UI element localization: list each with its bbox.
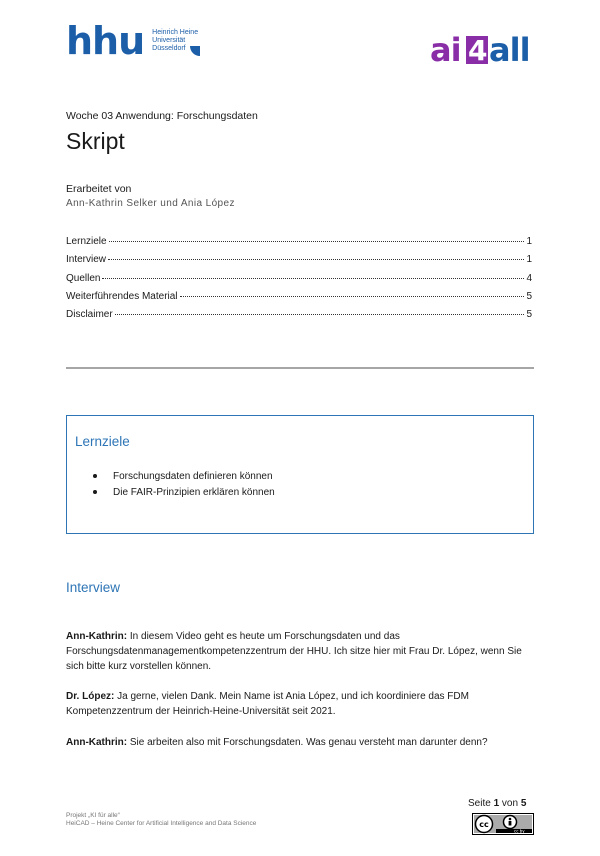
cc-by-license-icon xyxy=(472,813,534,835)
page-total: 5 xyxy=(520,798,527,809)
svg-text:4: 4 xyxy=(468,34,488,67)
speaker-text: Ja gerne, vielen Dank. Mein Name ist Ania López, und ich koordiniere das FDM Kompetenzzentrum der Heinrich-Heine-Universität seit 2021. xyxy=(66,691,469,717)
bullet-icon xyxy=(93,490,97,494)
page-number xyxy=(468,798,526,809)
hhu-name-line: Universität xyxy=(152,37,186,44)
toc-label: Lernziele xyxy=(66,236,107,247)
toc-entry-interview[interactable] xyxy=(66,254,532,272)
toc-page: 1 xyxy=(526,236,532,247)
toc-label: Quellen xyxy=(66,272,101,284)
toc-leader xyxy=(109,241,525,242)
speaker-name: Dr. López: xyxy=(66,691,115,702)
toc-label: Weiterführendes Material xyxy=(66,290,178,302)
list-item xyxy=(93,484,275,500)
toc-entry-quellen[interactable] xyxy=(66,273,532,291)
course-subtitle: Woche 03 Anwendung: Forschungsdaten xyxy=(66,110,258,122)
toc-leader xyxy=(180,296,525,297)
hhu-name-line: Düsseldorf xyxy=(152,45,186,52)
toc-page: 5 xyxy=(526,309,532,321)
author-names: Ann-Kathrin Selker und Ania López xyxy=(66,198,235,209)
toc-page: 5 xyxy=(526,290,532,302)
hhu-logo xyxy=(66,19,199,63)
interview-paragraph xyxy=(66,689,536,719)
interview-heading: Interview xyxy=(66,580,121,595)
footer-credits xyxy=(66,812,256,828)
learning-goal-text: Forschungsdaten definieren können xyxy=(113,470,273,482)
toc-label: Interview xyxy=(66,254,107,266)
list-item xyxy=(93,468,275,484)
hhu-wordmark: hhu xyxy=(66,19,145,63)
toc-leader xyxy=(108,259,524,260)
footer-institute: HeiCAD – Heine Center for Artificial Intelligence and Data Science xyxy=(66,820,257,827)
author-heading: Erarbeitet von xyxy=(66,183,132,195)
page-title: Skript xyxy=(66,128,125,154)
toc-leader xyxy=(115,314,525,315)
interview-paragraph xyxy=(66,629,536,674)
page-prefix: Seite xyxy=(468,798,494,809)
toc-page: 4 xyxy=(526,272,532,284)
svg-text:all: all xyxy=(489,31,530,69)
toc-entry-lernziele[interactable] xyxy=(66,236,532,254)
learning-goals-title: Lernziele xyxy=(75,434,130,449)
bullet-icon xyxy=(93,474,97,478)
page-current: 1 xyxy=(493,798,500,809)
page-mid: von xyxy=(499,798,521,809)
toc-label: Disclaimer xyxy=(66,309,113,321)
svg-text:ai: ai xyxy=(430,31,461,69)
toc-page: 1 xyxy=(526,254,532,266)
learning-goals-list xyxy=(93,468,275,500)
speaker-name: Ann-Kathrin: xyxy=(66,631,128,642)
section-divider xyxy=(66,367,534,369)
footer-project: Projekt „KI für alle“ xyxy=(66,812,120,819)
license-text: cc by xyxy=(514,828,525,834)
hhu-name-line: Heinrich Heine xyxy=(152,29,199,36)
toc-entry-weiterfuehrendes-material[interactable] xyxy=(66,291,532,309)
speaker-name: Ann-Kathrin: xyxy=(66,737,128,748)
learning-goals-box xyxy=(66,415,534,534)
speaker-text: Sie arbeiten also mit Forschungsdaten. Was genau versteht man darunter denn? xyxy=(127,737,488,748)
table-of-contents xyxy=(66,236,532,327)
toc-leader xyxy=(102,278,524,279)
learning-goal-text: Die FAIR-Prinzipien erklären können xyxy=(113,486,275,498)
ai4all-logo xyxy=(430,30,538,70)
interview-paragraph xyxy=(66,735,536,750)
toc-entry-disclaimer[interactable] xyxy=(66,309,532,327)
svg-text:cc: cc xyxy=(479,820,489,829)
speaker-text: In diesem Video geht es heute um Forschungsdaten und das Forschungsdatenmanagementkompetenzzentrum der HHU. Ich sitze hier mit Frau Dr. López, wenn Sie sich bitte kurz vorstellen können. xyxy=(66,631,522,672)
